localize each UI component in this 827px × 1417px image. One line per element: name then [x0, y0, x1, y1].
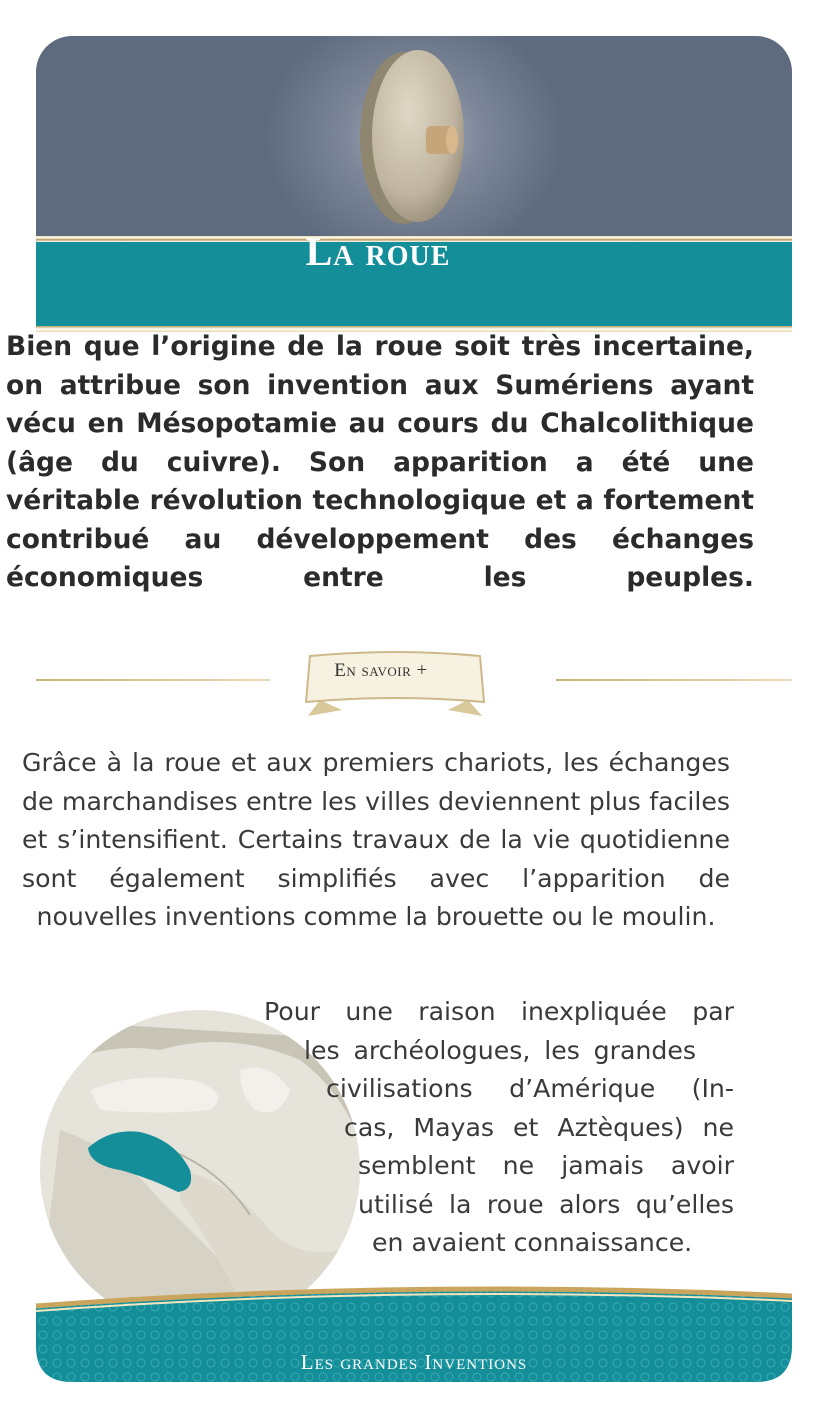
more-button[interactable]: En savoir + [334, 660, 428, 681]
intro-text: Bien que l’origine de la roue soit très incertaine, on attribue son invention aux Sumériens ayant vécu en Mésopotamie au cours du Chalcolithique (âge du cuivre). Son apparition a été une véritable révolution technologique et a fortement contribué au développement des échanges économiques entre les peuples. [6, 331, 754, 593]
hero-image [36, 36, 792, 236]
side-line: cas, Mayas et Aztèques) ne [344, 1112, 734, 1142]
side-text [264, 993, 734, 1263]
footer-label: Les grandes Inventions [300, 1350, 528, 1374]
stone-wheel-icon [36, 36, 792, 236]
divider-right [556, 679, 792, 681]
card-title: La roue [305, 229, 451, 274]
side-line: civilisations d’Amérique (In- [326, 1074, 734, 1103]
side-line: Pour une raison inexpliquée par [264, 997, 734, 1026]
divider-left [36, 679, 270, 681]
body-text: Grâce à la roue et aux premiers chariots, les échanges de marchandises entre les villes deviennent plus faciles et s’intensifient. Certains travaux de la vie quotidienne sont également simplifiés avec l’apparition de nouvelles inventions comme la brouette ou le moulin. [22, 748, 730, 931]
side-line: en avaient connaissance. [372, 1228, 693, 1257]
side-line: utilisé la roue alors qu’elles [358, 1189, 734, 1219]
side-line: les archéologues, les grandes [304, 1035, 696, 1065]
side-line: semblent ne jamais avoir [358, 1151, 734, 1180]
